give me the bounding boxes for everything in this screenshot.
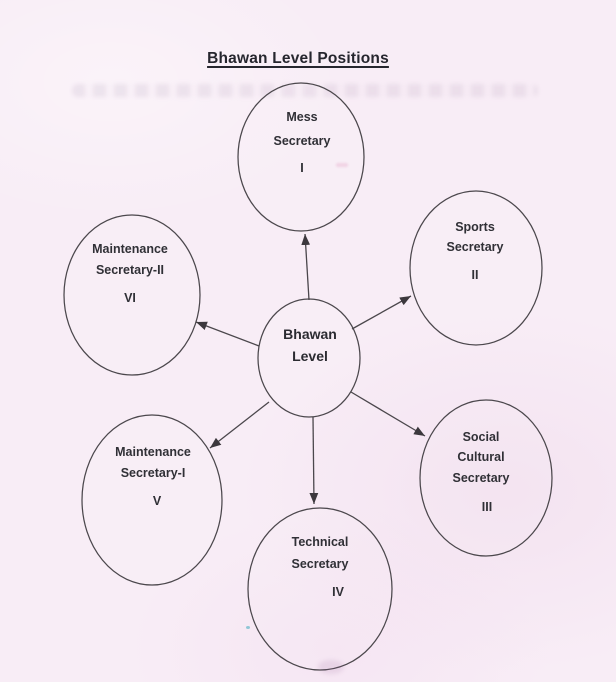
social-cultural-secretary-label-line: Cultural [457, 450, 505, 464]
bhawan-level-label-line: Level [292, 348, 328, 364]
technical-secretary-ellipse [248, 508, 392, 670]
mess-secretary-numeral: I [300, 161, 304, 175]
arrow-to-mess-secretary [305, 234, 309, 300]
mess-secretary-label-line: Mess [286, 110, 318, 124]
sports-secretary-numeral: II [471, 268, 479, 282]
maintenance-secretary-1-label-line: Secretary-I [120, 466, 186, 480]
mess-secretary-ellipse [238, 83, 364, 231]
maintenance-secretary-2-label-line: Maintenance [92, 242, 168, 256]
scan-smudge [318, 660, 344, 674]
bhawan-level-label-line: Bhawan [283, 326, 337, 342]
node-bhawan-level [258, 299, 360, 417]
sports-secretary-label-line: Secretary [446, 240, 504, 254]
maintenance-secretary-2-numeral: VI [124, 291, 136, 305]
node-technical-secretary [248, 508, 392, 670]
arrow-to-maintenance-secretary-2 [196, 322, 259, 346]
arrow-to-social-cultural-secretary [351, 392, 425, 436]
mess-secretary-label-line: Secretary [273, 134, 331, 148]
scan-speck [246, 626, 250, 629]
social-cultural-secretary-label-line: Secretary [452, 471, 510, 485]
node-mess-secretary [238, 83, 364, 231]
node-maintenance-secretary-2 [64, 215, 200, 375]
technical-secretary-label-line: Technical [291, 535, 349, 549]
arrow-to-sports-secretary [352, 296, 411, 329]
arrow-to-maintenance-secretary-1 [210, 402, 269, 448]
node-social-cultural-secretary [420, 400, 552, 556]
arrow-to-technical-secretary [313, 417, 314, 504]
technical-secretary-numeral: IV [332, 585, 344, 599]
node-sports-secretary [410, 191, 542, 345]
maintenance-secretary-1-numeral: V [152, 494, 162, 508]
diagram-title: Bhawan Level Positions [207, 50, 389, 67]
social-cultural-secretary-numeral: III [481, 500, 493, 514]
technical-secretary-label-line: Secretary [291, 557, 349, 571]
social-cultural-secretary-label-line: Social [462, 430, 500, 444]
scan-speck [336, 163, 348, 167]
maintenance-secretary-1-label-line: Maintenance [115, 445, 191, 459]
maintenance-secretary-2-label-line: Secretary-II [95, 263, 165, 277]
sports-secretary-label-line: Sports [455, 220, 495, 234]
node-maintenance-secretary-1 [82, 415, 222, 585]
